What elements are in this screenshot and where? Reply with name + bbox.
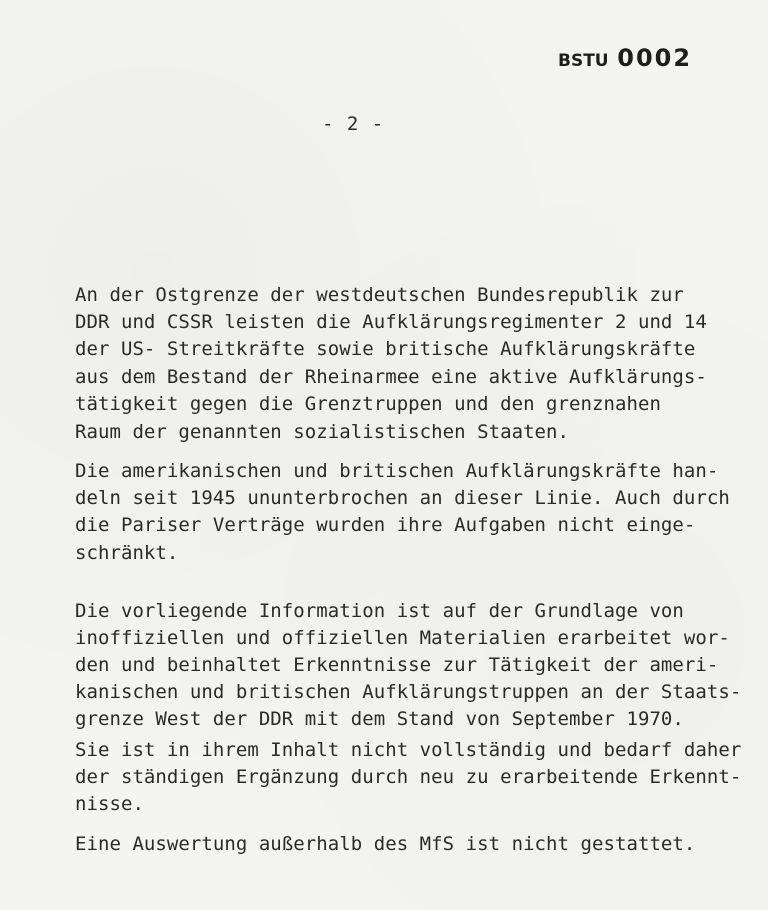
stamp-number: 0002 <box>617 44 693 72</box>
stamp-prefix: BSTU <box>558 51 609 71</box>
text-line: An der Ostgrenze der westdeutschen Bundesrepublik zur <box>75 284 684 306</box>
text-line: grenze West der DDR mit dem Stand von September 1970. <box>75 708 684 730</box>
text-line: kanischen und britischen Aufklärungstruppen an der Staats- <box>75 681 742 703</box>
text-line: Sie ist in ihrem Inhalt nicht vollständig und bedarf daher <box>75 739 742 761</box>
text-line: schränkt. <box>75 542 179 564</box>
text-line: der US- Streitkräfte sowie britische Aufklärungskräfte <box>75 338 696 360</box>
text-line: nisse. <box>75 793 144 815</box>
text-line: tätigkeit gegen die Grenztruppen und den grenznahen <box>75 393 661 415</box>
text-line: Die vorliegende Information ist auf der Grundlage von <box>75 600 684 622</box>
archive-stamp <box>558 44 692 72</box>
text-line: deln seit 1945 ununterbrochen an dieser Linie. Auch durch <box>75 487 730 509</box>
text-line: inoffiziellen und offiziellen Materialien erarbeitet wor- <box>75 627 730 649</box>
text-line: aus dem Bestand der Rheinarmee eine aktive Aufklärungs- <box>75 366 707 388</box>
text-line: Die amerikanischen und britischen Aufklärungskräfte han- <box>75 460 719 482</box>
text-line: DDR und CSSR leisten die Aufklärungsregimenter 2 und 14 <box>75 311 707 333</box>
text-line: die Pariser Verträge wurden ihre Aufgaben nicht einge- <box>75 514 696 536</box>
page-number: - 2 - <box>322 113 385 135</box>
text-line: der ständigen Ergänzung durch neu zu erarbeitende Erkennt- <box>75 766 742 788</box>
text-line: Eine Auswertung außerhalb des MfS ist nicht gestattet. <box>75 833 696 855</box>
text-line: den und beinhaltet Erkenntnisse zur Tätigkeit der ameri- <box>75 654 719 676</box>
text-line: Raum der genannten sozialistischen Staaten. <box>75 421 570 443</box>
